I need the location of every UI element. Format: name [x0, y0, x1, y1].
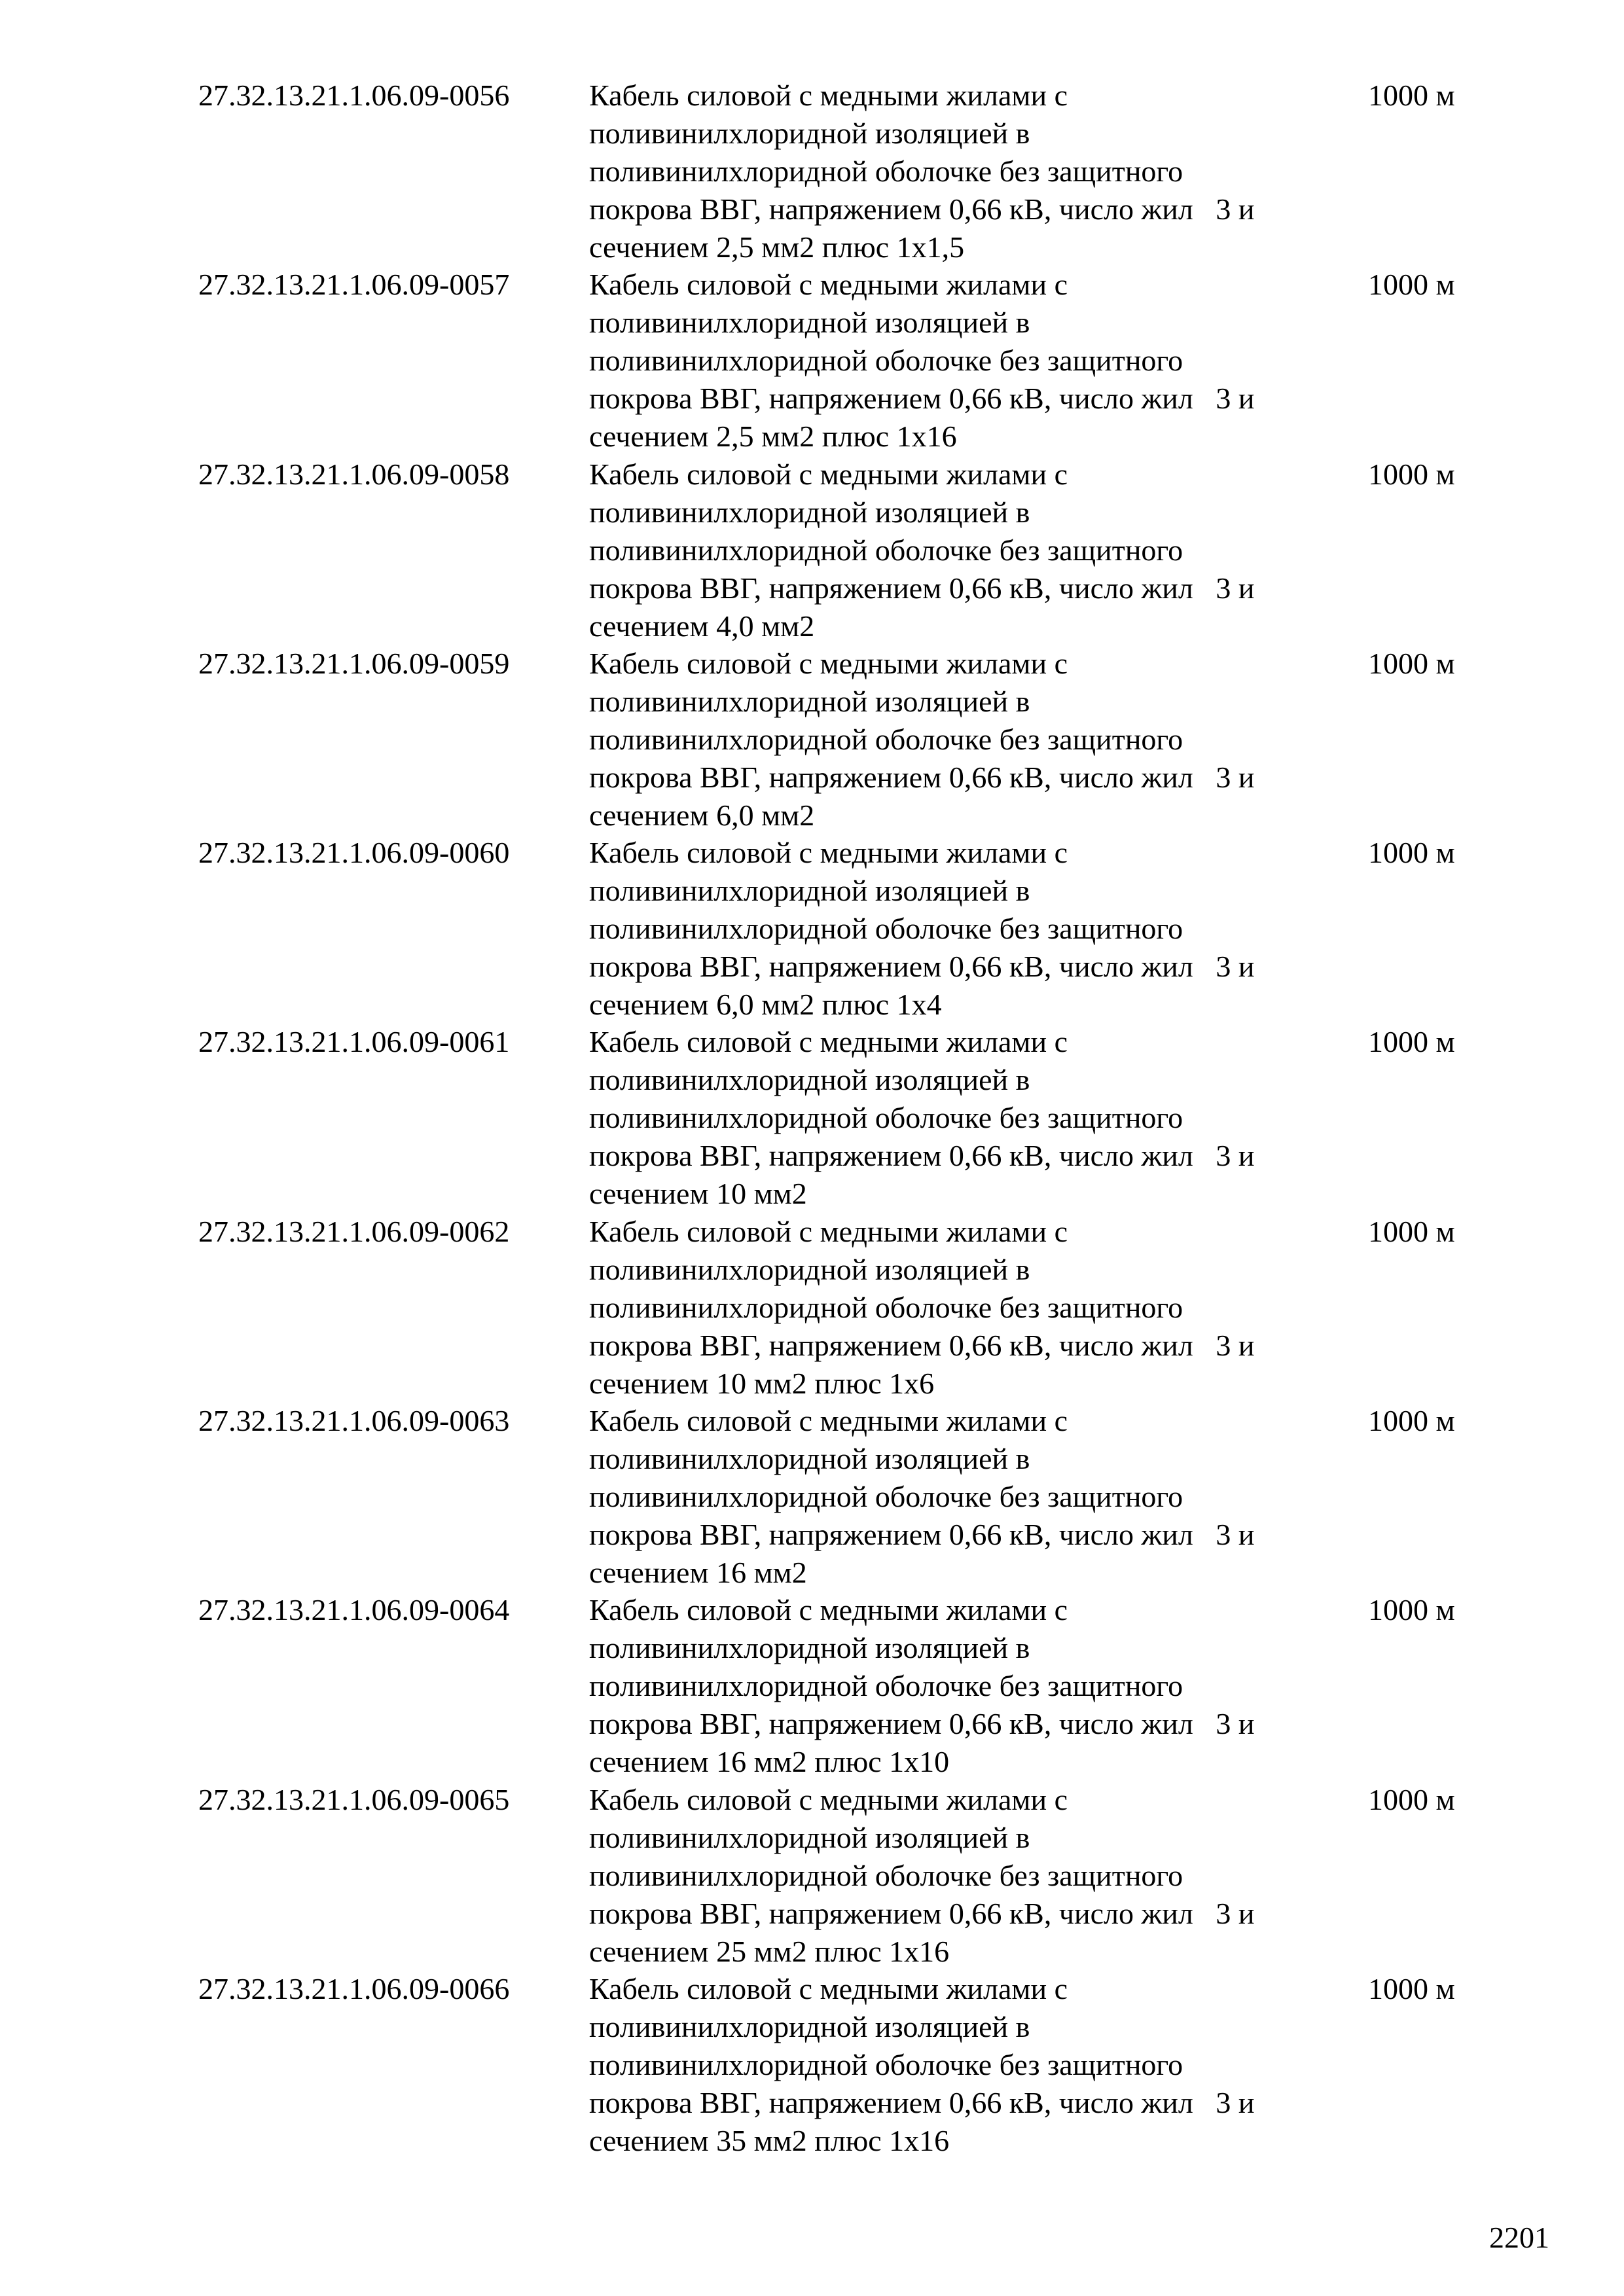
- description-line: сечением 16 мм2: [589, 1556, 807, 1590]
- measurement-unit: 1000 м: [1368, 836, 1455, 870]
- list-item: [0, 1402, 1624, 1591]
- description-line: поливинилхлоридной изоляцией в: [589, 306, 1030, 340]
- list-item: [0, 1781, 1624, 1970]
- description-line: покрова ВВГ, напряжением 0,66 кВ, число жил 3 и: [589, 2085, 1255, 2119]
- resource-code: 27.32.13.21.1.06.09-0056: [198, 79, 510, 112]
- resource-description: [589, 1213, 1283, 1403]
- description-line: покрова ВВГ, напряжением 0,66 кВ, число жил 3 и: [589, 192, 1255, 226]
- page-number: 2201: [1489, 2221, 1549, 2254]
- description-line: покрова ВВГ, напряжением 0,66 кВ, число жил 3 и: [589, 1139, 1255, 1173]
- description-line: поливинилхлоридной изоляцией в: [589, 1631, 1030, 1665]
- description-line: поливинилхлоридной оболочке без защитного: [589, 1480, 1183, 1514]
- description-line: поливинилхлоридной оболочке без защитного: [589, 533, 1183, 567]
- description-line: Кабель силовой с медными жилами с: [589, 1404, 1068, 1438]
- description-line: поливинилхлоридной изоляцией в: [589, 1063, 1030, 1097]
- description-line: поливинилхлоридной оболочке без защитного: [589, 1858, 1183, 1892]
- description-line: Кабель силовой с медными жилами с: [589, 1214, 1068, 1248]
- list-item: [0, 1023, 1624, 1212]
- description-line: покрова ВВГ, напряжением 0,66 кВ, число жил 3 и: [589, 571, 1255, 605]
- resource-description: [589, 1970, 1283, 2160]
- description-line: Кабель силовой с медными жилами с: [589, 268, 1068, 302]
- description-line: Кабель силовой с медными жилами с: [589, 457, 1068, 491]
- list-item: [0, 1591, 1624, 1780]
- description-line: поливинилхлоридной оболочке без защитного: [589, 1669, 1183, 1703]
- description-line: сечением 16 мм2 плюс 1x10: [589, 1745, 950, 1779]
- resource-description: [589, 1402, 1283, 1592]
- measurement-unit: 1000 м: [1368, 1404, 1455, 1438]
- measurement-unit: 1000 м: [1368, 1214, 1455, 1248]
- description-line: поливинилхлоридной изоляцией в: [589, 1442, 1030, 1476]
- description-line: сечением 2,5 мм2 плюс 1x1,5: [589, 230, 965, 264]
- description-line: сечением 4,0 мм2: [589, 609, 815, 643]
- resource-code: 27.32.13.21.1.06.09-0063: [198, 1404, 510, 1438]
- description-line: поливинилхлоридной изоляцией в: [589, 2009, 1030, 2043]
- resource-description: [589, 645, 1283, 834]
- description-line: поливинилхлоридной оболочке без защитного: [589, 344, 1183, 378]
- measurement-unit: 1000 м: [1368, 1971, 1455, 2005]
- description-line: сечением 25 мм2 плюс 1x16: [589, 1934, 950, 1968]
- measurement-unit: 1000 м: [1368, 1025, 1455, 1059]
- description-line: Кабель силовой с медными жилами с: [589, 836, 1068, 870]
- list-item: [0, 1213, 1624, 1402]
- list-item: [0, 1970, 1624, 2159]
- description-line: покрова ВВГ, напряжением 0,66 кВ, число жил 3 и: [589, 1896, 1255, 1930]
- description-line: покрова ВВГ, напряжением 0,66 кВ, число жил 3 и: [589, 382, 1255, 416]
- description-line: поливинилхлоридной оболочке без защитного: [589, 1290, 1183, 1324]
- description-line: поливинилхлоридной изоляцией в: [589, 1820, 1030, 1854]
- resource-list: [0, 77, 1624, 2159]
- list-item: [0, 834, 1624, 1023]
- description-line: сечением 35 мм2 плюс 1x16: [589, 2123, 950, 2157]
- measurement-unit: 1000 м: [1368, 457, 1455, 491]
- resource-code: 27.32.13.21.1.06.09-0066: [198, 1971, 510, 2005]
- description-line: поливинилхлоридной оболочке без защитного: [589, 2047, 1183, 2081]
- description-line: поливинилхлоридной изоляцией в: [589, 684, 1030, 718]
- resource-description: [589, 266, 1283, 456]
- resource-description: [589, 1781, 1283, 1971]
- description-line: сечением 10 мм2: [589, 1177, 807, 1211]
- description-line: покрова ВВГ, напряжением 0,66 кВ, число жил 3 и: [589, 950, 1255, 984]
- description-line: покрова ВВГ, напряжением 0,66 кВ, число жил 3 и: [589, 1707, 1255, 1741]
- resource-code: 27.32.13.21.1.06.09-0059: [198, 646, 510, 680]
- resource-code: 27.32.13.21.1.06.09-0058: [198, 457, 510, 491]
- list-item: [0, 266, 1624, 455]
- description-line: поливинилхлоридной изоляцией в: [589, 495, 1030, 529]
- description-line: поливинилхлоридной оболочке без защитного: [589, 1101, 1183, 1135]
- resource-code: 27.32.13.21.1.06.09-0065: [198, 1782, 510, 1816]
- description-line: сечением 6,0 мм2 плюс 1x4: [589, 988, 942, 1022]
- resource-code: 27.32.13.21.1.06.09-0061: [198, 1025, 510, 1059]
- description-line: Кабель силовой с медными жилами с: [589, 1782, 1068, 1816]
- resource-code: 27.32.13.21.1.06.09-0064: [198, 1593, 510, 1627]
- resource-description: [589, 456, 1283, 645]
- resource-description: [589, 1591, 1283, 1781]
- measurement-unit: 1000 м: [1368, 268, 1455, 302]
- description-line: поливинилхлоридной оболочке без защитного: [589, 722, 1183, 756]
- description-line: поливинилхлоридной изоляцией в: [589, 874, 1030, 908]
- resource-code: 27.32.13.21.1.06.09-0057: [198, 268, 510, 302]
- description-line: Кабель силовой с медными жилами с: [589, 1593, 1068, 1627]
- resource-code: 27.32.13.21.1.06.09-0062: [198, 1214, 510, 1248]
- resource-description: [589, 77, 1283, 266]
- list-item: [0, 645, 1624, 834]
- resource-description: [589, 834, 1283, 1024]
- description-line: поливинилхлоридной оболочке без защитного: [589, 154, 1183, 188]
- description-line: поливинилхлоридной изоляцией в: [589, 1252, 1030, 1286]
- measurement-unit: 1000 м: [1368, 79, 1455, 112]
- description-line: сечением 2,5 мм2 плюс 1x16: [589, 420, 957, 454]
- list-item: [0, 456, 1624, 645]
- resource-code: 27.32.13.21.1.06.09-0060: [198, 836, 510, 870]
- description-line: Кабель силовой с медными жилами с: [589, 1025, 1068, 1059]
- measurement-unit: 1000 м: [1368, 1782, 1455, 1816]
- description-line: поливинилхлоридной изоляцией в: [589, 117, 1030, 150]
- description-line: покрова ВВГ, напряжением 0,66 кВ, число жил 3 и: [589, 760, 1255, 794]
- description-line: покрова ВВГ, напряжением 0,66 кВ, число жил 3 и: [589, 1328, 1255, 1362]
- resource-description: [589, 1023, 1283, 1213]
- description-line: сечением 10 мм2 плюс 1x6: [589, 1366, 935, 1400]
- description-line: Кабель силовой с медными жилами с: [589, 1971, 1068, 2005]
- measurement-unit: 1000 м: [1368, 1593, 1455, 1627]
- list-item: [0, 77, 1624, 266]
- description-line: поливинилхлоридной оболочке без защитного: [589, 912, 1183, 946]
- description-line: Кабель силовой с медными жилами с: [589, 79, 1068, 112]
- description-line: Кабель силовой с медными жилами с: [589, 646, 1068, 680]
- description-line: сечением 6,0 мм2: [589, 798, 815, 832]
- description-line: покрова ВВГ, напряжением 0,66 кВ, число жил 3 и: [589, 1518, 1255, 1552]
- measurement-unit: 1000 м: [1368, 646, 1455, 680]
